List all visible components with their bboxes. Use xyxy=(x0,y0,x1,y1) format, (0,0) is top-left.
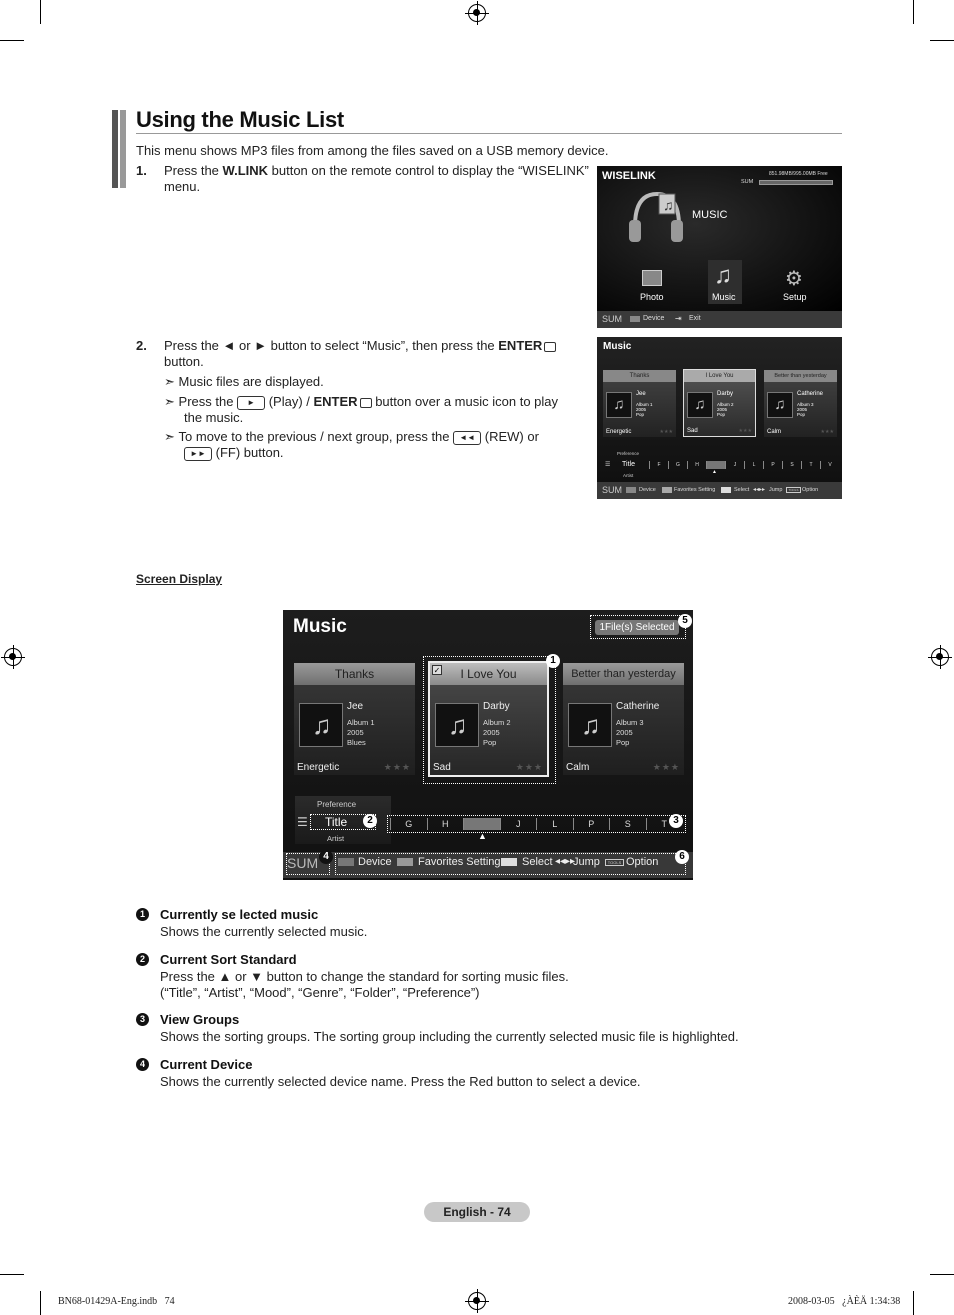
small-sort-below: Artist xyxy=(623,473,634,478)
wiselink-title: WISELINK xyxy=(602,170,656,182)
small-card-mood: Energetic xyxy=(606,429,632,435)
star-rating-icon: ★★★ xyxy=(659,429,673,435)
group-cell: T xyxy=(801,461,820,469)
sort-below: Artist xyxy=(327,834,345,843)
description-line: Shows the sorting groups. The sorting group including the currently selected music file is highlighted. xyxy=(160,1029,739,1044)
description-line: (“Title”, “Artist”, “Mood”, “Genre”, “Folder”, “Preference”) xyxy=(160,985,480,1000)
group-cell: V xyxy=(820,461,839,469)
crop-mark xyxy=(930,1274,954,1275)
music-large-title: Music xyxy=(293,616,347,637)
description-title: Current Sort Standard xyxy=(160,952,297,967)
callout-badge-3: 3 xyxy=(669,814,683,828)
red-button-icon xyxy=(626,487,636,493)
star-rating-icon: ★★★ xyxy=(652,762,680,772)
small-card-genre: Pop xyxy=(636,412,645,417)
small-bottom-jump[interactable]: Jump xyxy=(769,487,783,493)
group-pointer-icon: ▲ xyxy=(478,831,487,841)
small-card-mood: Sad xyxy=(687,428,698,434)
note-2-mid: (Play) / xyxy=(268,394,314,409)
step2-line2: button. xyxy=(164,354,204,369)
rewind-button-icon: ◄◄ xyxy=(453,431,481,445)
callout-outline-1 xyxy=(423,656,556,784)
music-note-icon: ♫ xyxy=(687,392,713,418)
tools-icon: TOOLS xyxy=(605,859,624,866)
callout-badge-4: 4 xyxy=(319,850,333,864)
description-title: Currently se lected music xyxy=(160,907,319,922)
star-rating-icon: ★★★ xyxy=(738,428,752,434)
small-card-head: Thanks xyxy=(603,370,676,382)
registration-mark-icon xyxy=(931,648,949,666)
callout-outline-3 xyxy=(387,815,686,833)
callout-badge-2: 2 xyxy=(363,814,377,828)
tools-icon: TOOLS xyxy=(786,487,801,493)
note-3-mid: (REW) or xyxy=(484,429,539,444)
large-card-head: Thanks xyxy=(294,663,415,685)
small-card-thanks[interactable] xyxy=(603,370,676,437)
bottom-option[interactable]: Option xyxy=(626,856,659,868)
group-cell xyxy=(706,461,725,469)
registration-mark-icon xyxy=(468,1292,486,1310)
group-cell: S xyxy=(782,461,801,469)
note-3-line2: (FF) button. xyxy=(215,445,284,460)
enter-icon xyxy=(544,342,556,352)
music-note-icon: ♫ xyxy=(312,710,332,740)
crop-mark xyxy=(40,1291,41,1315)
small-card-album: Album 2 xyxy=(717,402,734,407)
group-cell: P xyxy=(763,461,782,469)
jump-icon: ◂◂▸▸ xyxy=(555,856,576,867)
crop-mark xyxy=(0,40,24,41)
callout-badge-5: 5 xyxy=(678,614,692,628)
bottom-jump[interactable]: Jump xyxy=(573,856,600,868)
page-title: Using the Music List xyxy=(136,107,344,132)
sort-current[interactable]: Title xyxy=(325,815,348,829)
crop-mark xyxy=(913,0,914,24)
star-rating-icon: ★★★ xyxy=(383,762,411,772)
step-number: 2. xyxy=(136,338,147,353)
small-card-album: Album 1 xyxy=(636,402,653,407)
bottom-select[interactable]: Select xyxy=(522,856,553,868)
wiselink-bottom-exit[interactable]: Exit xyxy=(689,315,701,322)
large-card-year: 2005 xyxy=(483,728,500,737)
bottom-device[interactable]: Device xyxy=(358,856,392,868)
large-card-better[interactable] xyxy=(563,663,684,775)
photo-icon[interactable] xyxy=(642,270,662,286)
music-icon[interactable]: ♫ xyxy=(714,262,732,289)
sort-above: Preference xyxy=(317,800,357,809)
title-divider xyxy=(136,133,842,134)
description-number-badge: 2 xyxy=(136,953,149,966)
note-2-pre: Press the xyxy=(178,394,234,409)
step1-bold: W.LINK xyxy=(222,163,269,178)
yellow-button-icon xyxy=(721,487,731,493)
small-card-better[interactable] xyxy=(764,370,837,437)
music-large-screenshot xyxy=(283,610,693,880)
large-card-mood: Sad xyxy=(433,762,451,773)
enter-icon xyxy=(360,398,372,408)
screen-display-label: Screen Display xyxy=(136,572,223,586)
files-selected-badge: 1File(s) Selected xyxy=(595,620,679,635)
checkbox-checked-icon[interactable]: ✓ xyxy=(433,666,441,675)
crop-mark xyxy=(0,1274,24,1275)
small-card-artist: Jee xyxy=(636,391,646,397)
small-sort-above: Preference xyxy=(617,451,640,456)
callout-badge-6: 6 xyxy=(675,850,689,864)
large-card-info xyxy=(347,718,375,748)
gear-icon[interactable]: ⚙ xyxy=(785,268,803,290)
group-cell: L xyxy=(536,818,573,830)
album-thumb xyxy=(299,703,343,747)
callout-outline-5 xyxy=(590,615,686,639)
group-cell: G xyxy=(390,818,427,830)
small-card-head: Better than yesterday xyxy=(764,370,837,382)
step2-bold: ENTER xyxy=(498,338,543,353)
wiselink-screenshot xyxy=(597,166,842,328)
music-note-icon: ♫ xyxy=(767,392,793,418)
fast-forward-button-icon: ►► xyxy=(184,447,212,461)
large-card-album: Album 1 xyxy=(347,718,375,727)
small-card-info xyxy=(797,402,814,417)
group-cell: P xyxy=(573,818,610,830)
album-thumb xyxy=(568,703,612,747)
group-cell: T xyxy=(646,818,683,830)
star-rating-icon: ★★★ xyxy=(820,429,834,435)
group-cell: L xyxy=(744,461,763,469)
registration-mark-icon xyxy=(468,4,486,22)
page-number: English - 74 xyxy=(424,1202,530,1222)
step1-post: button on the remote control to display the “WISELINK” xyxy=(268,163,589,178)
small-card-i-love-you[interactable] xyxy=(683,369,756,437)
large-card-head: I Love You xyxy=(430,663,547,685)
list-icon: ☰ xyxy=(297,815,308,829)
callout-badge-1: 1 xyxy=(546,654,560,668)
small-card-year: 2005 xyxy=(717,407,728,412)
group-cell: H xyxy=(687,461,706,469)
large-card-genre: Pop xyxy=(483,738,497,747)
large-card-info xyxy=(616,718,644,748)
wiselink-item-photo[interactable]: Photo xyxy=(640,292,664,302)
large-card-mood: Energetic xyxy=(297,762,340,773)
file-slug: BN68-01429A-Eng.indb 74 xyxy=(58,1296,175,1307)
green-button-icon xyxy=(662,487,672,493)
small-card-info xyxy=(636,402,653,417)
description-number-badge: 3 xyxy=(136,1013,149,1026)
capacity-bar xyxy=(759,180,833,185)
wiselink-item-music[interactable]: Music xyxy=(712,292,736,302)
step-number: 1. xyxy=(136,163,147,178)
note-2-bold: ENTER xyxy=(313,394,358,409)
small-card-info xyxy=(717,402,734,417)
small-bottom-device[interactable]: Device xyxy=(639,487,656,493)
description-number-badge: 1 xyxy=(136,908,149,921)
bottom-favorites[interactable]: Favorites Setting xyxy=(418,856,501,868)
large-card-album: Album 3 xyxy=(616,718,644,727)
registration-mark-icon xyxy=(4,648,22,666)
small-sort-current[interactable]: Title xyxy=(622,461,635,468)
step2-note-2 xyxy=(164,394,584,426)
description-number-badge: 4 xyxy=(136,1058,149,1071)
large-card-album: Album 2 xyxy=(483,718,511,727)
small-card-genre: Pop xyxy=(717,412,726,417)
small-card-mood: Calm xyxy=(767,429,782,435)
group-cell: G xyxy=(668,461,687,469)
large-card-thanks[interactable] xyxy=(294,663,415,775)
jump-icon: ◂◂▸▸ xyxy=(753,487,766,493)
step2-note-3 xyxy=(164,429,584,461)
large-card-genre: Pop xyxy=(616,738,630,747)
music-small-title: Music xyxy=(603,341,632,352)
small-bottom-select[interactable]: Select xyxy=(734,487,750,493)
note-arrow-icon: ➣ xyxy=(164,374,175,389)
description-line: Shows the currently selected music. xyxy=(160,924,368,939)
music-small-screenshot xyxy=(597,337,842,499)
note-2-line2: the music. xyxy=(184,410,244,425)
music-note-icon: ♫ xyxy=(448,710,468,740)
star-rating-icon: ★★★ xyxy=(515,762,543,772)
note-arrow-icon: ➣ xyxy=(164,394,175,409)
note-3-line2-wrap xyxy=(164,445,284,460)
step1-text xyxy=(164,163,589,195)
small-bottom-option[interactable]: Option xyxy=(802,487,819,493)
step1-line2: menu. xyxy=(164,179,201,194)
large-card-head: Better than yesterday xyxy=(563,663,684,685)
red-button-icon xyxy=(630,316,640,322)
small-card-album: Album 3 xyxy=(797,402,814,407)
large-card-artist: Catherine xyxy=(616,701,660,712)
step1-pre: Press the xyxy=(164,163,223,178)
large-card-artist: Jee xyxy=(347,701,364,712)
large-card-year: 2005 xyxy=(347,728,364,737)
note-2-post: button over a music icon to play xyxy=(375,394,559,409)
small-group-bar xyxy=(649,461,839,469)
crop-mark xyxy=(930,40,954,41)
bottom-sum: SUM xyxy=(287,855,319,871)
step2-text xyxy=(164,338,589,370)
description-line: Shows the currently selected device name. Press the Red button to select a device. xyxy=(160,1074,641,1089)
large-card-year: 2005 xyxy=(616,728,633,737)
group-cell: J xyxy=(725,461,744,469)
note-1-text: Music files are displayed. xyxy=(178,374,324,389)
small-card-year: 2005 xyxy=(797,407,808,412)
intro-text: This menu shows MP3 files from among the files saved on a USB memory device. xyxy=(136,143,609,158)
small-card-head: I Love You xyxy=(684,370,755,382)
wiselink-item-setup[interactable]: Setup xyxy=(783,292,807,302)
large-card-genre: Blues xyxy=(347,738,366,747)
step2-pre: Press the ◄ or ► button to select “Music”, then press the xyxy=(164,338,499,353)
description-title: View Groups xyxy=(160,1012,240,1027)
note-3-pre: To move to the previous / next group, press the xyxy=(178,429,450,444)
group-cell: S xyxy=(609,818,646,830)
group-cell: F xyxy=(649,461,668,469)
wiselink-category: MUSIC xyxy=(692,209,728,221)
small-card-artist: Catherine xyxy=(797,391,824,397)
crop-mark xyxy=(913,1291,914,1315)
small-bottom-fav[interactable]: Favorites Setting xyxy=(674,487,716,493)
date-slug: 2008-03-05 ¿ÀÈÄ 1:34:38 xyxy=(788,1296,901,1307)
wiselink-sum: SUM xyxy=(741,179,754,185)
wiselink-bottom-sum: SUM xyxy=(602,314,622,324)
wiselink-capacity: 851.98MB/995.00MB Free xyxy=(769,171,828,177)
crop-mark xyxy=(40,0,41,24)
headphones-icon xyxy=(627,186,683,246)
group-pointer-icon: ▲ xyxy=(712,469,717,475)
title-accent-bar xyxy=(112,110,126,188)
music-note-icon: ♫ xyxy=(606,392,632,418)
small-card-artist: Darby xyxy=(717,391,734,397)
play-button-icon: ► xyxy=(237,396,265,410)
small-bottom-bar xyxy=(597,482,842,499)
callout-outline-6 xyxy=(335,853,686,875)
description-title: Current Device xyxy=(160,1057,253,1072)
large-card-mood: Calm xyxy=(566,762,590,773)
large-card-artist: Darby xyxy=(483,701,510,712)
small-card-genre: Pop xyxy=(797,412,806,417)
wiselink-bottom-bar xyxy=(597,311,842,328)
svg-text:♫: ♫ xyxy=(663,197,674,213)
small-card-year: 2005 xyxy=(636,407,647,412)
description-line: Press the ▲ or ▼ button to change the standard for sorting music files. xyxy=(160,969,569,984)
group-cell: J xyxy=(500,818,537,830)
group-cell: H xyxy=(427,818,464,830)
small-bottom-sum: SUM xyxy=(602,485,622,495)
list-icon: ☰ xyxy=(605,462,611,468)
wiselink-bottom-device[interactable]: Device xyxy=(643,315,665,322)
note-arrow-icon: ➣ xyxy=(164,429,175,444)
exit-icon: ⇥ xyxy=(675,314,682,323)
step2-note-1 xyxy=(164,374,324,390)
music-note-icon: ♫ xyxy=(581,710,601,740)
